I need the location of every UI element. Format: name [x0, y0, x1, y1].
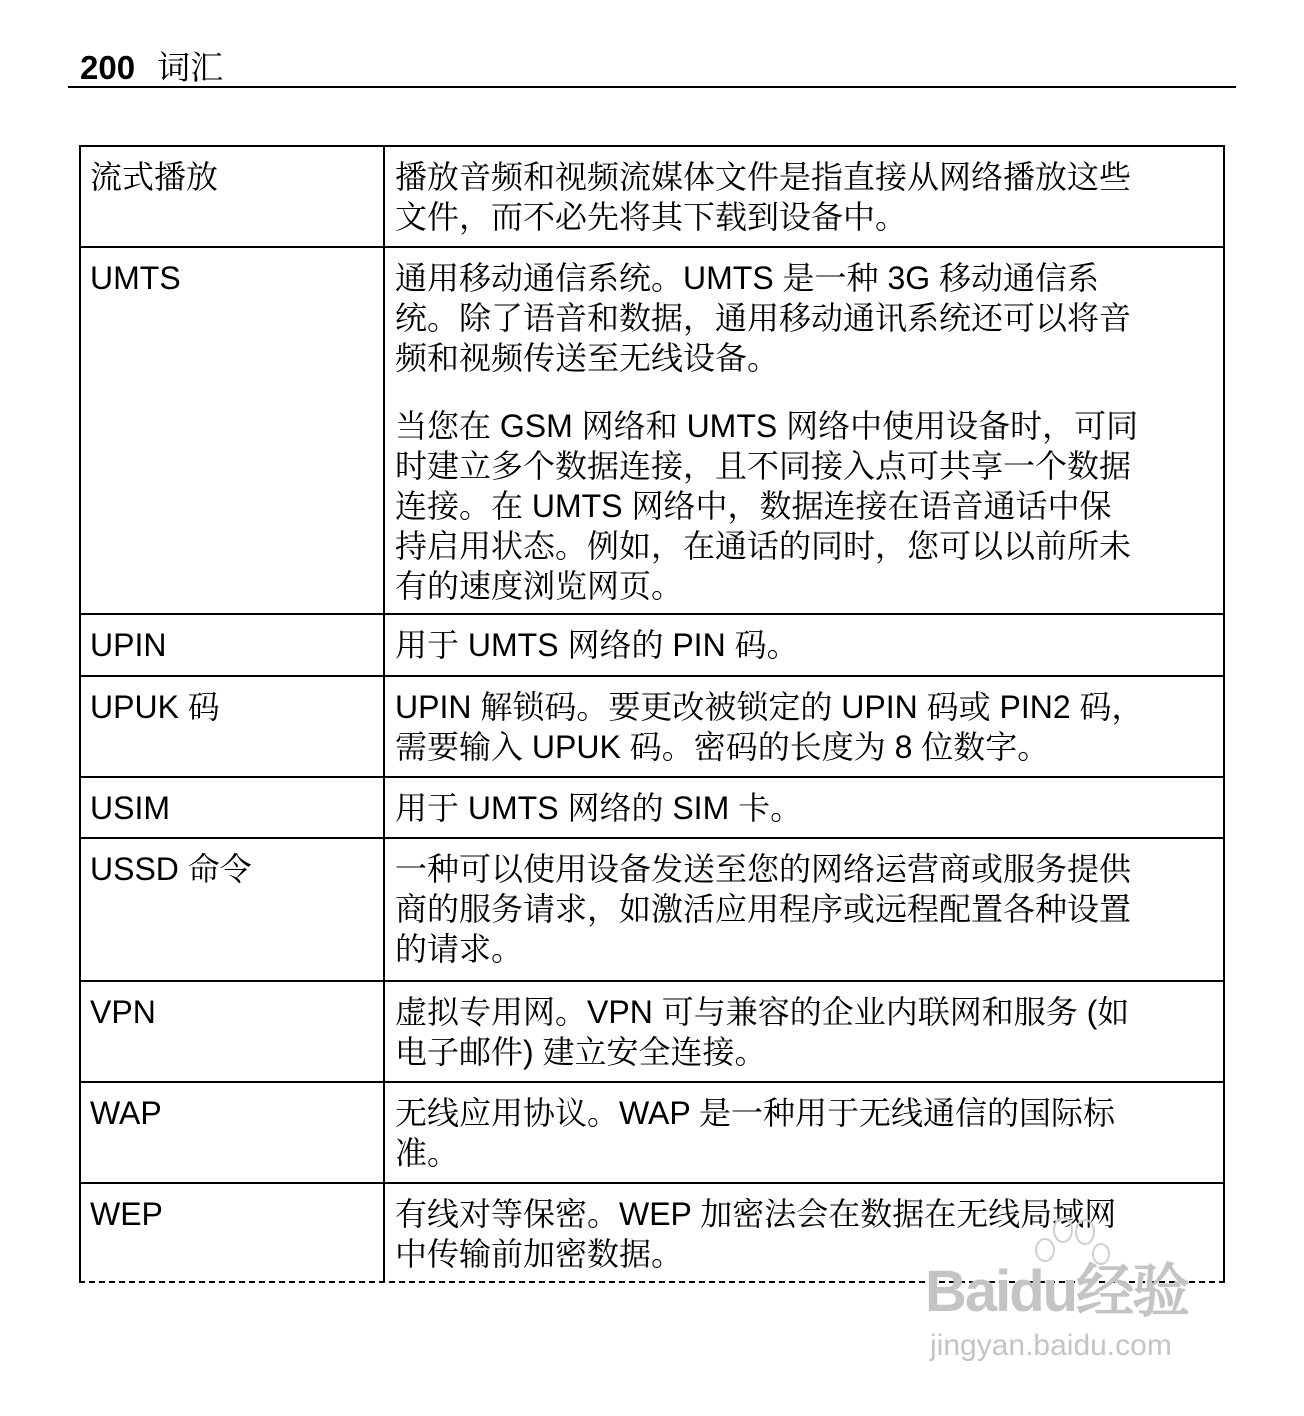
- definition-line: 当您在 GSM 网络和 UMTS 网络中使用设备时，可同: [395, 408, 1139, 444]
- definition-line: 的请求。: [395, 931, 524, 967]
- term-cell: UMTS: [81, 248, 385, 613]
- definition-line: 中传输前加密数据。: [395, 1236, 684, 1272]
- page-number: 200: [80, 49, 136, 86]
- glossary-table: [79, 145, 1225, 1283]
- term-cell: UPIN: [81, 615, 385, 675]
- definition-line: 有的速度浏览网页。: [395, 568, 684, 604]
- definition-paragraph: [395, 687, 1215, 767]
- watermark-brand: Baidu经验: [925, 1259, 1189, 1324]
- definition-line: 播放音频和视频流媒体文件是指直接从网络播放这些: [395, 159, 1132, 195]
- definition-line: 商的服务请求，如激活应用程序或远程配置各种设置: [395, 891, 1132, 927]
- definition-line: 文件，而不必先将其下载到设备中。: [395, 199, 908, 235]
- definition-line: 频和视频传送至无线设备。: [395, 340, 780, 376]
- table-row: [79, 1081, 1225, 1182]
- definition-paragraph: [395, 406, 1215, 606]
- table-row: [79, 675, 1225, 776]
- definition-paragraph: [395, 788, 1215, 828]
- table-row: [79, 1182, 1225, 1283]
- definition-line: UPIN 解锁码。要更改被锁定的 UPIN 码或 PIN2 码，: [395, 689, 1144, 725]
- definition-line: 虚拟专用网。VPN 可与兼容的企业内联网和服务 (如: [395, 994, 1130, 1030]
- definition-paragraph: [395, 1093, 1215, 1173]
- definition-cell: [385, 677, 1223, 776]
- definition-paragraph: [395, 258, 1215, 378]
- definition-cell: [385, 982, 1223, 1081]
- table-row: [79, 145, 1225, 246]
- definition-line: 用于 UMTS 网络的 PIN 码。: [395, 627, 799, 663]
- term-cell: USIM: [81, 778, 385, 837]
- definition-line: 用于 UMTS 网络的 SIM 卡。: [395, 790, 803, 826]
- definition-line: 持启用状态。例如，在通话的同时，您可以以前所未: [395, 528, 1132, 564]
- term-cell: USSD 命令: [81, 839, 385, 980]
- definition-cell: [385, 1083, 1223, 1182]
- definition-paragraph: [395, 625, 1215, 665]
- definition-cell: [385, 1184, 1223, 1281]
- header-rule: [68, 86, 1236, 88]
- definition-cell: [385, 147, 1223, 246]
- definition-line: 连接。在 UMTS 网络中，数据连接在语音通话中保: [395, 488, 1112, 524]
- definition-line: 准。: [395, 1135, 460, 1171]
- term-cell: 流式播放: [81, 147, 385, 246]
- definition-cell: [385, 615, 1223, 675]
- definition-paragraph: [395, 992, 1215, 1072]
- table-row: [79, 246, 1225, 613]
- term-cell: WEP: [81, 1184, 385, 1281]
- definition-line: 时建立多个数据连接，且不同接入点可共享一个数据: [395, 448, 1132, 484]
- definition-paragraph: [395, 1194, 1215, 1274]
- definition-paragraph: [395, 849, 1215, 969]
- term-cell: VPN: [81, 982, 385, 1081]
- definition-cell: [385, 839, 1223, 980]
- definition-cell: [385, 778, 1223, 837]
- definition-line: 通用移动通信系统。UMTS 是一种 3G 移动通信系: [395, 260, 1100, 296]
- table-row: [79, 980, 1225, 1081]
- definition-line: 需要输入 UPUK 码。密码的长度为 8 位数字。: [395, 729, 1050, 765]
- watermark-url: jingyan.baidu.com: [930, 1329, 1172, 1362]
- term-cell: WAP: [81, 1083, 385, 1182]
- table-row: [79, 613, 1225, 675]
- definition-cell: [385, 248, 1223, 613]
- definition-line: 电子邮件) 建立安全连接。: [395, 1034, 767, 1070]
- definition-paragraph: [395, 157, 1215, 237]
- definition-line: 无线应用协议。WAP 是一种用于无线通信的国际标: [395, 1095, 1116, 1131]
- term-cell: UPUK 码: [81, 677, 385, 776]
- table-row: [79, 776, 1225, 837]
- definition-line: 有线对等保密。WEP 加密法会在数据在无线局域网: [395, 1196, 1117, 1232]
- page-header: [80, 48, 223, 88]
- page-title: 词汇: [157, 49, 224, 86]
- definition-line: 统。除了语音和数据，通用移动通讯系统还可以将音: [395, 300, 1132, 336]
- table-row: [79, 837, 1225, 980]
- definition-line: 一种可以使用设备发送至您的网络运营商或服务提供: [395, 851, 1132, 887]
